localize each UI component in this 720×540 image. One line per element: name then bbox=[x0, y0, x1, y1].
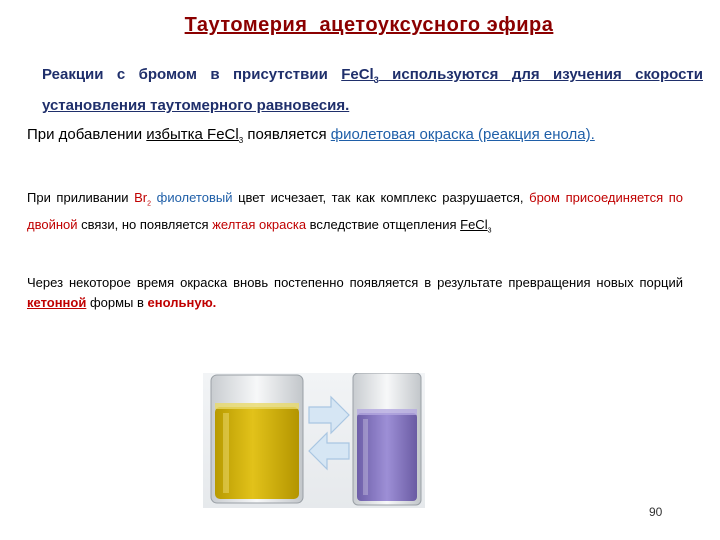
p2-fecl3 bbox=[460, 216, 492, 235]
p2-bromine-adds: бром присоединяется по двойной bbox=[27, 190, 683, 232]
p2-violet: фиолетовый bbox=[156, 190, 233, 205]
paragraph-recovery bbox=[27, 273, 683, 313]
intro-text-before: Реакции с бромом в присутствии bbox=[42, 66, 342, 83]
p2-fecl-subscript: 3 bbox=[487, 227, 492, 235]
page-number: 90 bbox=[649, 505, 663, 519]
p2-yellow-color: желтая окраска bbox=[212, 216, 307, 232]
p2-br: Br bbox=[134, 190, 148, 205]
intro-reagent bbox=[341, 66, 379, 83]
p2-br-subscript: 2 bbox=[147, 200, 152, 208]
p3-text-1: Через некоторое время окраска вновь постепенно появляется в результате превращения новых порций bbox=[27, 275, 683, 290]
intro-reagent-formula: FeCl bbox=[341, 66, 374, 83]
test-tubes-photo bbox=[203, 373, 425, 508]
intro-reagent-subscript: 3 bbox=[373, 75, 379, 85]
p3-enol: енольную. bbox=[147, 295, 217, 310]
p2-text-1: При приливании bbox=[27, 190, 135, 205]
p2-bromine-formula bbox=[134, 190, 152, 208]
p2-text-4: связи, но появляется bbox=[77, 216, 213, 232]
paragraph-excess-fecl3 bbox=[27, 124, 683, 152]
intro-paragraph bbox=[42, 62, 703, 119]
slide-title: Таутомерия ацетоуксусного эфира bbox=[184, 14, 554, 36]
p1-text-1: При добавлении bbox=[27, 126, 147, 143]
intro-text-after: используются для изучения скорости установления таутомерного равновесия. bbox=[42, 66, 703, 114]
p2-text-3: цвет исчезает, так как комплекс разрушается, bbox=[232, 190, 530, 205]
p2-text-5: вследствие отщепления bbox=[306, 216, 461, 232]
paragraph-bromine bbox=[27, 188, 683, 241]
p1-text-3: появляется bbox=[243, 126, 331, 143]
p1-excess-text: избытка FeCl bbox=[146, 126, 239, 143]
yellow-test-tube bbox=[211, 375, 303, 503]
violet-test-tube bbox=[353, 373, 421, 505]
p3-ketone: кетонной bbox=[27, 295, 87, 310]
p1-subscript: 3 bbox=[238, 136, 244, 145]
p2-fecl: FeCl bbox=[460, 216, 488, 232]
p3-text-2: формы в bbox=[86, 295, 148, 310]
p1-violet-color: фиолетовая окраска (реакция енола). bbox=[330, 126, 595, 143]
p1-excess-fecl3 bbox=[146, 126, 243, 143]
